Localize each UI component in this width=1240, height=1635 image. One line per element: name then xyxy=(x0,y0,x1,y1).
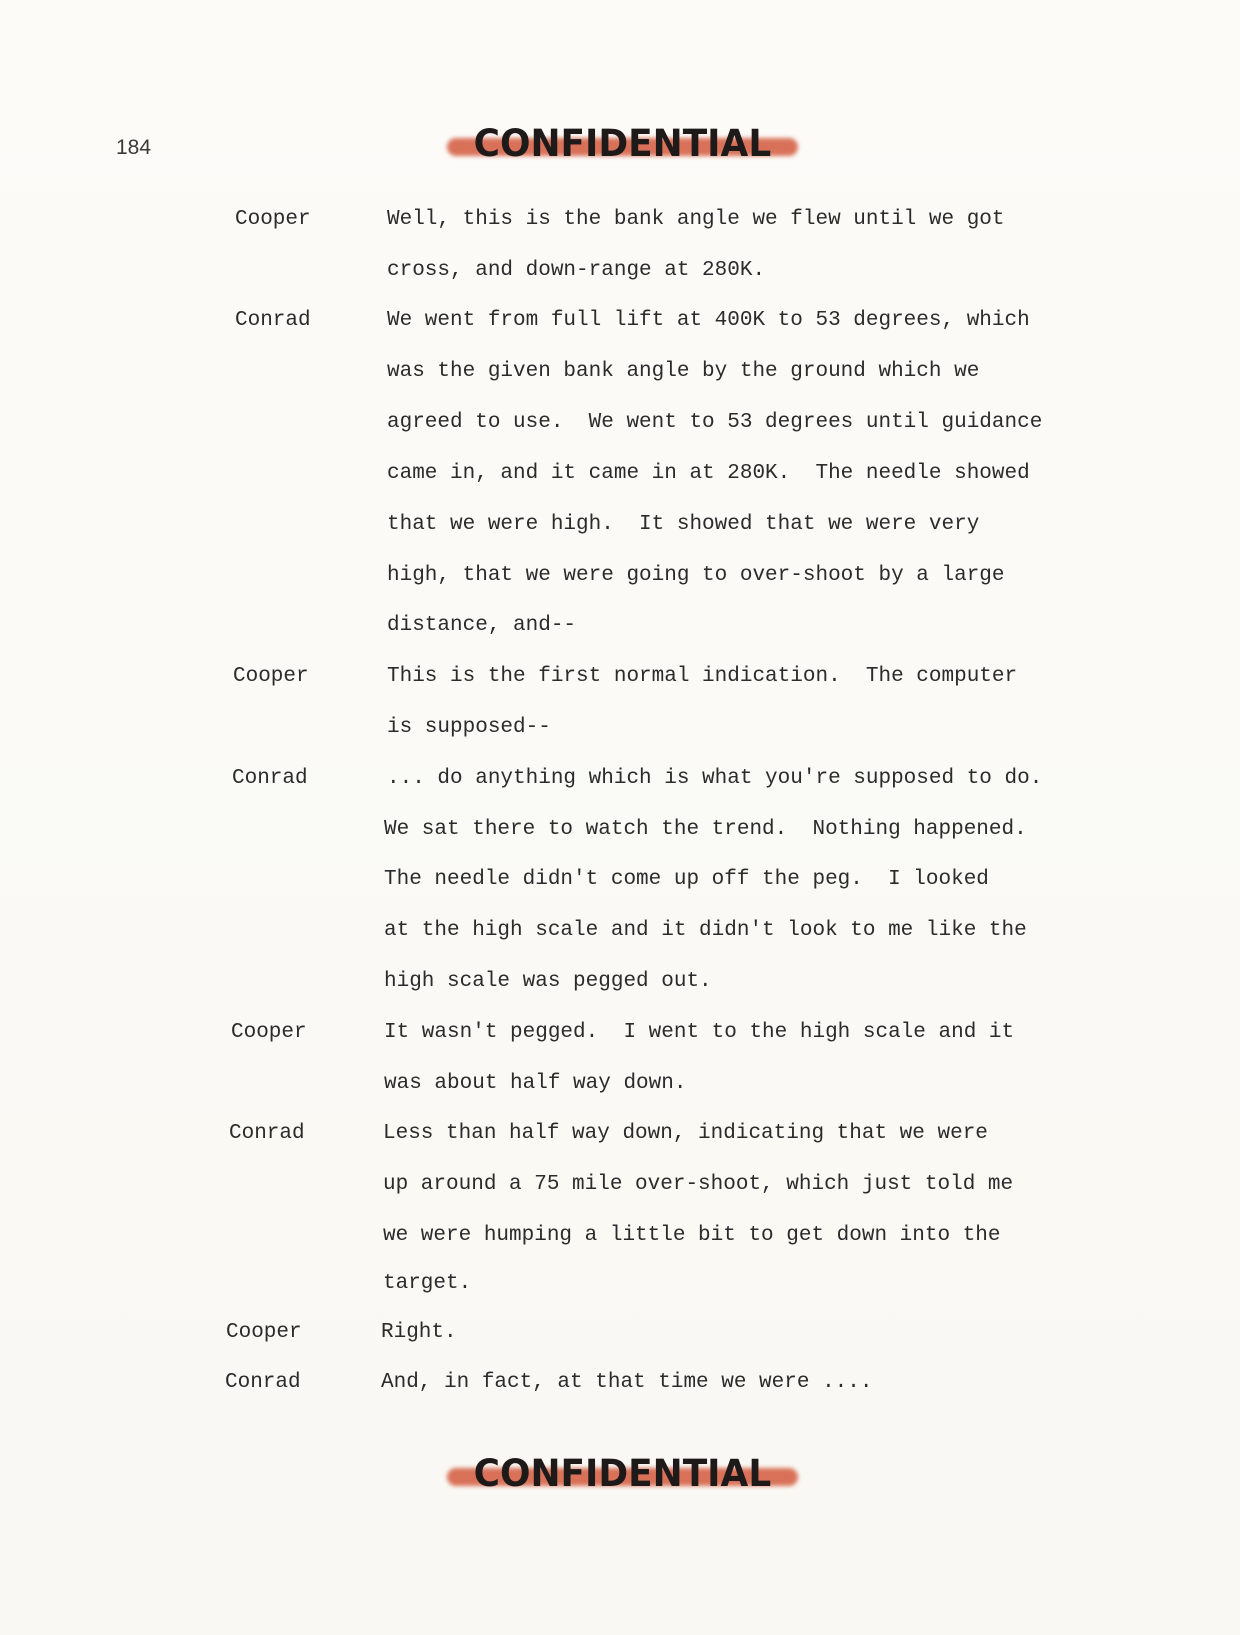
transcript-line xyxy=(0,1371,1240,1403)
dialogue-text: distance, and-- xyxy=(387,614,577,637)
dialogue-text: We went from full lift at 400K to 53 degrees, which xyxy=(387,309,1030,332)
transcript-line xyxy=(0,411,1240,443)
dialogue-text: up around a 75 mile over-shoot, which just told me xyxy=(383,1173,1014,1196)
transcript-line xyxy=(0,1173,1240,1205)
transcript-line xyxy=(0,259,1240,291)
dialogue-text: that we were high. It showed that we were very xyxy=(387,513,980,536)
transcript-line xyxy=(0,1224,1240,1256)
speaker-name: Cooper xyxy=(231,1021,307,1044)
speaker-name: Cooper xyxy=(235,208,311,231)
dialogue-text: agreed to use. We went to 53 degrees until guidance xyxy=(387,411,1043,434)
speaker-name: Conrad xyxy=(232,767,308,790)
transcript-line xyxy=(0,564,1240,596)
dialogue-text: we were humping a little bit to get down into the xyxy=(383,1224,1001,1247)
speaker-name: Conrad xyxy=(229,1122,305,1145)
dialogue-text: cross, and down-range at 280K. xyxy=(387,259,766,282)
dialogue-text: target. xyxy=(383,1272,472,1295)
transcript-line xyxy=(0,513,1240,545)
dialogue-text: was the given bank angle by the ground which we xyxy=(387,360,980,383)
page-number: 184 xyxy=(116,136,152,159)
dialogue-text: high scale was pegged out. xyxy=(384,970,712,993)
dialogue-text: was about half way down. xyxy=(384,1072,687,1095)
dialogue-text: The needle didn't come up off the peg. I looked xyxy=(384,868,989,891)
speaker-name: Cooper xyxy=(226,1321,302,1344)
dialogue-text: ... do anything which is what you're supposed to do. xyxy=(387,767,1043,790)
dialogue-text: It wasn't pegged. I went to the high scale and it xyxy=(384,1021,1015,1044)
dialogue-text: We sat there to watch the trend. Nothing happened. xyxy=(384,818,1027,841)
dialogue-text: This is the first normal indication. The computer xyxy=(387,665,1018,688)
transcript-line xyxy=(0,665,1240,697)
transcript-line xyxy=(0,1072,1240,1104)
transcript-line xyxy=(0,919,1240,951)
transcript-line xyxy=(0,1122,1240,1154)
dialogue-text: came in, and it came in at 280K. The needle showed xyxy=(387,462,1030,485)
transcript-line xyxy=(0,1321,1240,1353)
transcript-line xyxy=(0,767,1240,799)
dialogue-text: Well, this is the bank angle we flew until we got xyxy=(387,208,1005,231)
transcript-line xyxy=(0,716,1240,748)
confidential-stamp-top xyxy=(0,122,1240,165)
speaker-name: Conrad xyxy=(235,309,311,332)
transcript-line xyxy=(0,462,1240,494)
transcript-line xyxy=(0,1272,1240,1304)
classification-footer: CONFIDENTIAL xyxy=(473,1452,772,1495)
transcript-line xyxy=(0,614,1240,646)
transcript-line xyxy=(0,208,1240,240)
transcript-line xyxy=(0,309,1240,341)
transcript-line xyxy=(0,970,1240,1002)
dialogue-text: Right. xyxy=(381,1321,457,1344)
confidential-stamp-bottom xyxy=(0,1452,1240,1495)
transcript-line xyxy=(0,360,1240,392)
speaker-name: Conrad xyxy=(225,1371,301,1394)
transcript-line xyxy=(0,868,1240,900)
classification-header: CONFIDENTIAL xyxy=(473,122,772,165)
dialogue-text: Less than half way down, indicating that we were xyxy=(383,1122,988,1145)
transcript-line xyxy=(0,1021,1240,1053)
speaker-name: Cooper xyxy=(233,665,309,688)
dialogue-text: at the high scale and it didn't look to me like the xyxy=(384,919,1027,942)
dialogue-text: And, in fact, at that time we were .... xyxy=(381,1371,873,1394)
transcript-line xyxy=(0,818,1240,850)
dialogue-text: is supposed-- xyxy=(387,716,551,739)
dialogue-text: high, that we were going to over-shoot by a large xyxy=(387,564,1005,587)
